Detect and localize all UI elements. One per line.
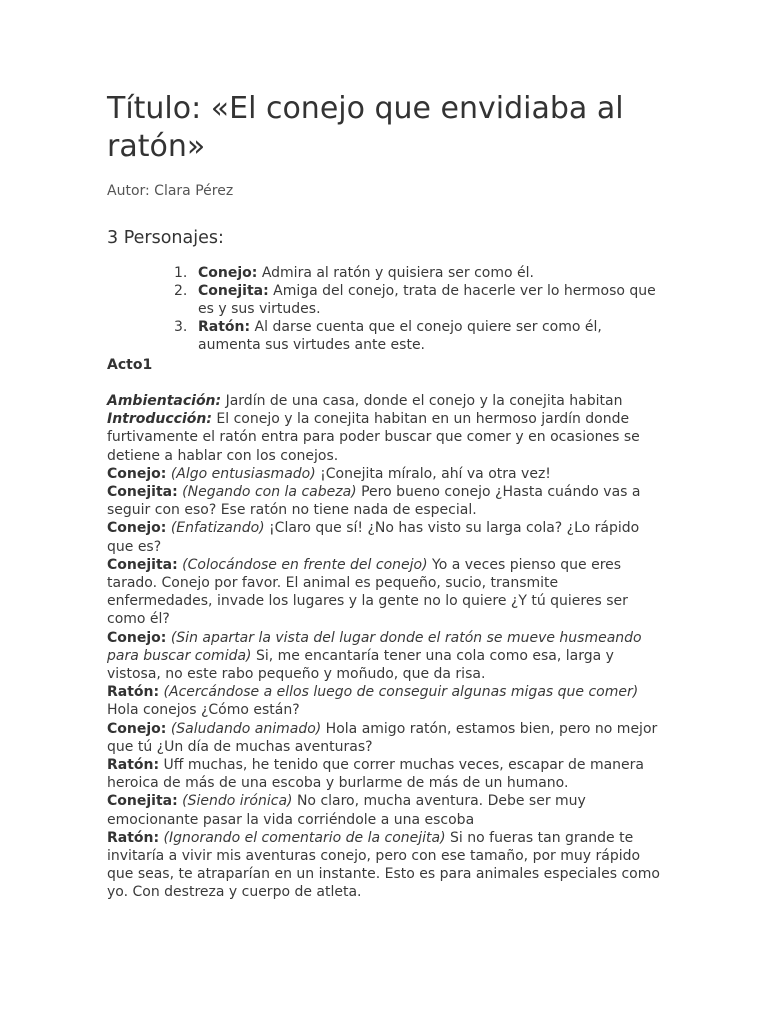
speaker-name: Conejo: [107,520,167,537]
stage-direction: (Saludando animado) [166,720,322,737]
list-number: 1. [174,265,188,281]
character-item [107,264,667,282]
dialogue-line [107,720,667,756]
setting-text: Jardín de una casa, donde el conejo y la conejita habitan [221,393,623,409]
characters-list [107,264,667,354]
intro-text: El conejo y la conejita habitan en un hermoso jardín donde furtivamente el ratón entra para poder buscar que comer y en ocasiones se detiene a hablar con los conejos. [107,411,640,464]
dialogue-text: No claro, mucha aventura. Debe ser muy emocionante pasar la vida corriéndole a una escoba [107,793,586,828]
dialogue-text: Hola conejos ¿Cómo están? [107,702,300,719]
dialogue-line [107,683,667,719]
stage-direction: (Ignorando el comentario de la conejita) [159,829,446,846]
author-line: Autor: Clara Pérez [107,183,234,199]
speaker-name: Conejo: [107,629,167,646]
intro-label: Introducción: [107,411,212,428]
stage-direction: (Negando con la cabeza) [177,484,357,501]
dialogue-line [107,519,667,555]
dialogue-line [107,792,667,828]
list-number: 2. [174,283,188,299]
dialogue-text: Uff muchas, he tenido que correr muchas veces, escapar de manera heroica de más de una escoba y burlarme de más de un humano. [107,757,644,792]
dialogue-text: Pero bueno conejo ¿Hasta cuándo vas a seguir con eso? Ese ratón no tiene nada de especial. [107,484,641,519]
speaker-name: Conejita: [107,793,178,810]
document-title: Título: «El conejo que envidiaba al ratón» [107,91,624,164]
dialogue-line [107,483,667,519]
characters-heading: 3 Personajes: [107,228,224,248]
speaker-name: Conejo: [107,465,167,482]
list-number: 3. [174,319,188,335]
character-name: Conejita: [198,283,269,299]
stage-direction: (Acercándose a ellos luego de conseguir algunas migas que comer) [159,684,639,701]
dialogue-text: Si no fueras tan grande te invitaría a vivir mis aventuras conejo, pero con ese tamaño, por muy rápido que seas, te atraparían en un instante. Esto es para animales especiales como yo. Con destreza y cuerpo de atleta. [107,829,660,901]
character-description: Admira al ratón y quisiera ser como él. [257,265,534,281]
act-heading: Acto1 [107,357,153,373]
setting-label: Ambientación: [107,393,222,409]
dialogue-line [107,465,667,483]
speaker-name: Conejita: [107,484,178,501]
character-name: Conejo: [198,265,258,281]
dialogue-line [107,756,667,792]
script-body [107,392,667,902]
stage-direction: (Colocándose en frente del conejo) [177,556,428,573]
speaker-name: Conejo: [107,720,167,737]
speaker-name: Conejita: [107,556,178,573]
character-item [107,282,667,318]
stage-direction: (Siendo irónica) [177,793,293,810]
dialogue-text: ¡Conejita míralo, ahí va otra vez! [315,465,551,482]
dialogue-line [107,629,667,684]
character-item [107,318,667,354]
speaker-name: Ratón: [107,684,160,701]
dialogue-text: Si, me encantaría tener una cola como esa, larga y vistosa, no este rabo pequeño y moñudo, que da risa. [107,647,614,683]
setting-paragraph [107,392,667,410]
dialogue-text: ¡Claro que sí! ¿No has visto su larga cola? ¿Lo rápido que es? [107,520,640,555]
dialogue-line [107,556,667,629]
character-name: Ratón: [198,319,251,335]
stage-direction: (Algo entusiasmado) [166,465,316,482]
dialogue-line [107,829,667,902]
dialogue-text: Yo a veces pienso que eres tarado. Conejo por favor. El animal es pequeño, sucio, transmite enfermedades, invade los lugares y la gente no lo quiere ¿Y tú quieres ser como él? [107,556,628,628]
character-description: Amiga del conejo, trata de hacerle ver lo hermoso que es y sus virtudes. [198,283,656,317]
stage-direction: (Sin apartar la vista del lugar donde el ratón se mueve husmeando para buscar comida) [107,629,642,664]
speaker-name: Ratón: [107,757,160,774]
speaker-name: Ratón: [107,829,160,846]
intro-paragraph [107,410,667,465]
stage-direction: (Enfatizando) [166,520,265,537]
dialogue-text: Hola amigo ratón, estamos bien, pero no mejor que tú ¿Un día de muchas aventuras? [107,720,658,755]
character-description: Al darse cuenta que el conejo quiere ser como él, aumenta sus virtudes ante este. [198,319,602,353]
